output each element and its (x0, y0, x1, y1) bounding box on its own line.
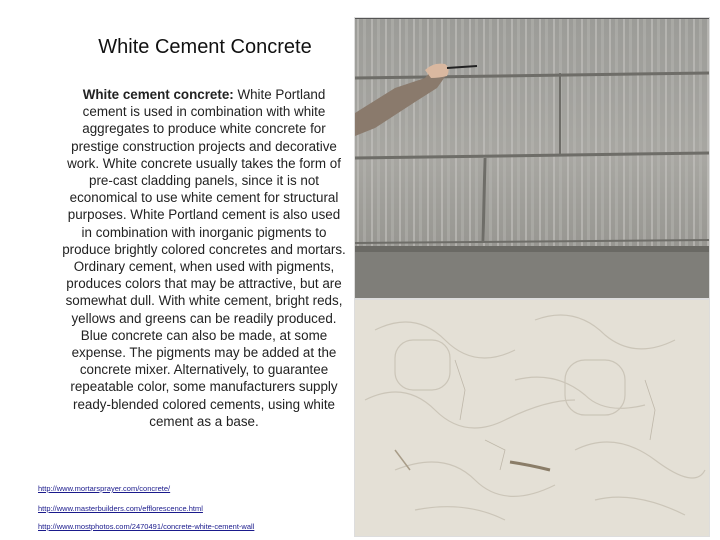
source-link-mortarsprayer[interactable]: http://www.mortarsprayer.com/concrete/ (38, 484, 171, 493)
stained-cladding-image (355, 18, 709, 298)
source-link-masterbuilders[interactable]: http://www.masterbuilders.com/efflorescence.html (38, 504, 203, 513)
body-text-content: White Portland cement is used in combination with white aggregates to produce white concrete for prestige construction projects and decorative work. White concrete usually takes the form of pre-cast cladding panels, since it is not economical to use white cement for structural purposes. White Portland cement is also used in combination with inorganic pigments to produce brightly colored concretes and mortars. Ordinary cement, when used with pigments, produces colors that may be attractive, but are somewhat dull. With white cement, bright reds, yellows and greens can be readily produced. Blue concrete can also be made, at some expense. The pigments may be added at the concrete mixer. Alternatively, to guarantee repeatable color, some manufacturers supply ready-blended colored cements, using white cement as a base. (62, 87, 346, 429)
source-link-mostphotos[interactable]: http://www.mostphotos.com/2470491/concrete-white-cement-wall (38, 522, 255, 531)
slide-title: White Cement Concrete (98, 36, 312, 58)
stained-cladding-photo (354, 17, 710, 299)
white-cement-wall-photo (354, 299, 710, 537)
body-lead-term: White cement concrete: (82, 87, 234, 102)
body-paragraph (62, 86, 346, 430)
white-cement-wall-image (355, 300, 709, 536)
